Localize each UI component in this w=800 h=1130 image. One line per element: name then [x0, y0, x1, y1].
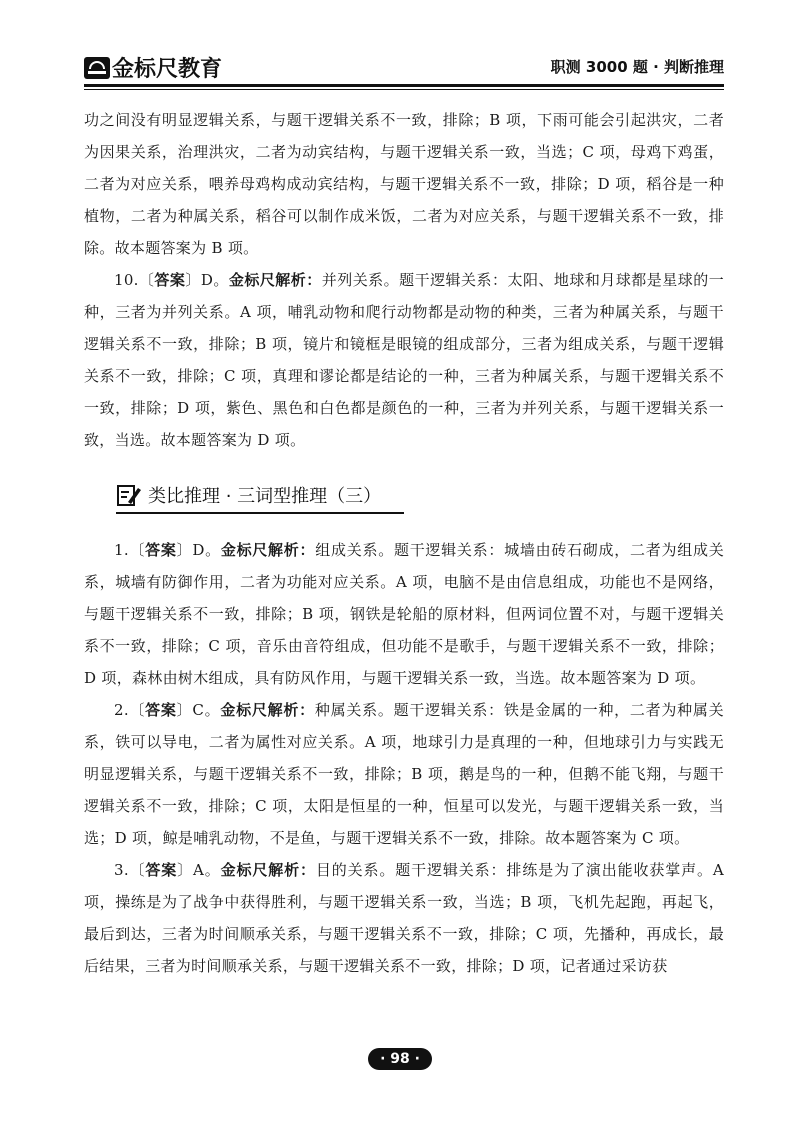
book-title: 职测 3000 题 · 判断推理	[550, 58, 724, 76]
analysis-text: 种属关系。题干逻辑关系：铁是金属的一种，二者为种属关系，铁可以导电，二者为属性对应关系。A 项，地球引力是真理的一种，但地球引力与实践无明显逻辑关系，与题干逻辑关系不一致，排除；B 项，鹅是鸟的一种，但鹅不能飞翔，与题干逻辑关系不一致，排除；C 项，太阳是恒星的一种，恒星可以发光，与题干逻辑关系一致，当选；D 项，鲸是哺乳动物，不是鱼，与题干逻辑关系不一致，排除。故本题答案为 C 项。	[84, 701, 724, 847]
analysis-text: 组成关系。题干逻辑关系：城墙由砖石砌成，二者为组成关系，城墙有防御作用，二者为功能对应关系。A 项，电脑不是由信息组成，功能也不是网络，与题干逻辑关系不一致，排除；B 项，钢铁是轮船的原材料，但两词位置不对，与题干逻辑关系不一致，排除；C 项，音乐由音符组成，但功能不是歌手，与题干逻辑关系不一致，排除；D 项，森林由树木组成，具有防风作用，与题干逻辑关系一致，当选。故本题答案为 D 项。	[84, 541, 724, 687]
answer-paragraph-3	[84, 854, 724, 982]
answer-paragraph-10	[84, 264, 724, 456]
section-title: 类比推理 · 三词型推理（三）	[148, 486, 382, 507]
analysis-label: 金标尺解析：	[220, 541, 316, 559]
section-underline	[116, 512, 404, 514]
question-number: 3.〔	[114, 861, 146, 879]
answer-value: 〕C。	[176, 701, 221, 719]
header-rule	[84, 84, 724, 87]
brand-logo	[84, 52, 222, 83]
question-number: 10.〔	[114, 271, 155, 289]
continuation-paragraph: 功之间没有明显逻辑关系，与题干逻辑关系不一致，排除；B 项，下雨可能会引起洪灾，二者为因果关系，治理洪灾，二者为动宾结构，与题干逻辑关系一致，当选；C 项，母鸡下鸡蛋，二者为对应关系，喂养母鸡构成动宾结构，与题干逻辑关系不一致，排除；D 项，稻谷是一种植物，二者为种属关系，稻谷可以制作成米饭，二者为对应关系，与题干逻辑关系不一致，排除。故本题答案为 B 项。	[84, 111, 724, 257]
question-number: 2.〔	[114, 701, 146, 719]
page-number: · 98 ·	[368, 1048, 432, 1070]
answer-label: 答案	[145, 701, 177, 719]
analysis-text: 并列关系。题干逻辑关系：太阳、地球和月球都是星球的一种，三者为并列关系。A 项，哺乳动物和爬行动物都是动物的种类，三者为种属关系，与题干逻辑关系不一致，排除；B 项，镜片和镜框是眼镜的组成部分，三者为组成关系，与题干逻辑关系不一致，排除；C 项，真理和谬论都是结论的一种，三者为种属关系，与题干逻辑关系不一致，排除；D 项，紫色、黑色和白色都是颜色的一种，三者为并列关系，与题干逻辑关系一致，当选。故本题答案为 D 项。	[84, 271, 724, 449]
answer-paragraph-2	[84, 694, 724, 854]
logo-icon	[84, 57, 110, 79]
analysis-label: 金标尺解析：	[220, 701, 315, 719]
page-content	[84, 104, 724, 982]
answer-label: 答案	[145, 541, 177, 559]
question-number: 1.〔	[114, 541, 146, 559]
analysis-label: 金标尺解析：	[228, 271, 322, 289]
answer-value: 〕A。	[177, 861, 221, 879]
answer-paragraph-1	[84, 534, 724, 694]
answer-label: 答案	[154, 271, 186, 289]
answer-value: 〕D。	[185, 271, 229, 289]
logo-text: 金标尺教育	[112, 57, 223, 82]
analysis-text: 目的关系。题干逻辑关系：排练是为了演出能收获掌声。A 项，操练是为了战争中获得胜利，与题干逻辑关系一致，当选；B 项，飞机先起跑，再起飞，最后到达，三者为时间顺承关系，与题干逻辑关系不一致，排除；C 项，先播种，再成长，最后结果，三者为时间顺承关系，与题干逻辑关系不一致，排除；D 项，记者通过采访获	[84, 861, 724, 975]
answer-value: 〕D。	[176, 541, 221, 559]
answer-label: 答案	[145, 861, 178, 879]
page-header	[84, 50, 724, 88]
analysis-label: 金标尺解析：	[220, 861, 316, 879]
header-rule-thin	[84, 89, 724, 90]
edit-note-icon	[116, 482, 142, 508]
section-heading	[84, 474, 724, 524]
